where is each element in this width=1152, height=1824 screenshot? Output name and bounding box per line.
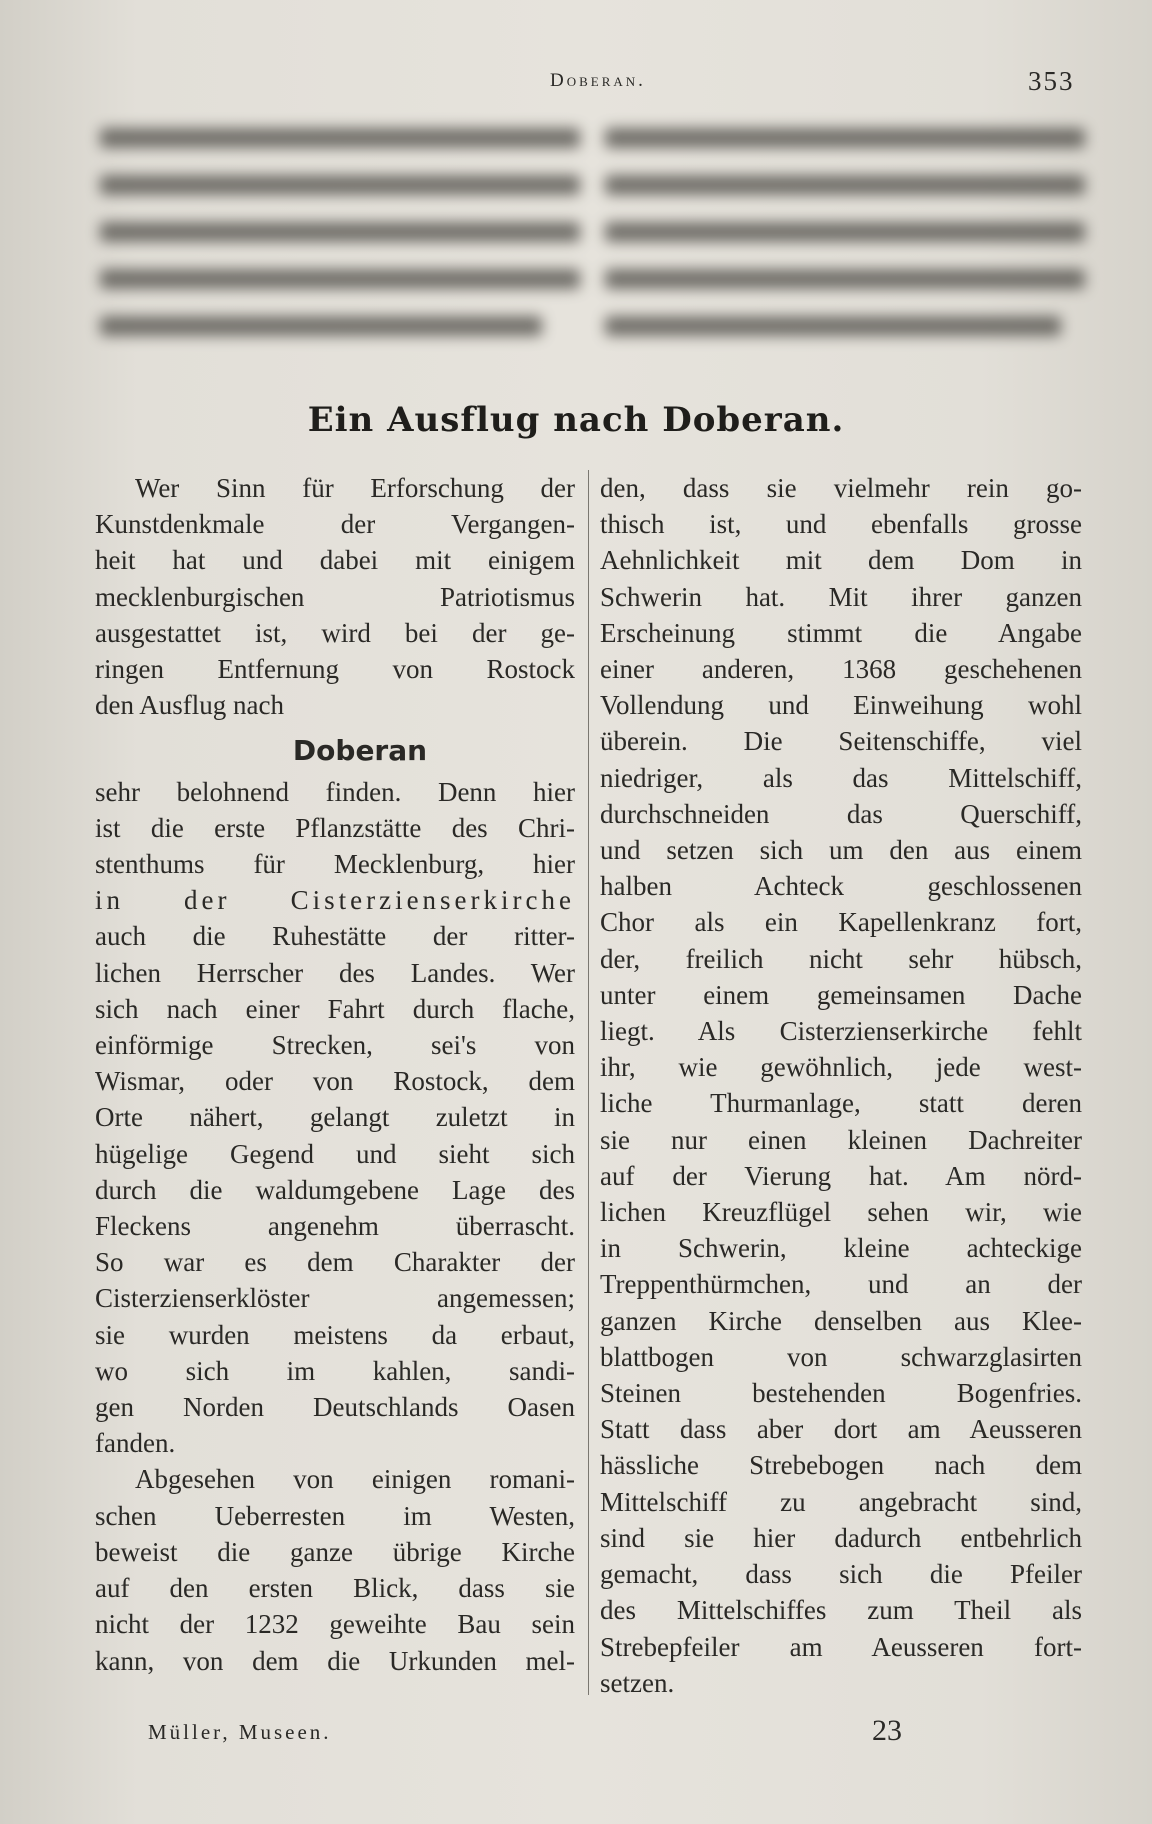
text-line: blattbogen von schwarzglasirten	[600, 1341, 1082, 1372]
text-line: mecklenburgischen Patriotismus	[95, 581, 575, 612]
text-line: und setzen sich um den aus einem	[600, 835, 1082, 866]
text-line: So war es dem Charakter der	[95, 1247, 575, 1278]
text-line: sich nach einer Fahrt durch flache,	[95, 993, 575, 1024]
text-line: ausgestattet ist, wird bei der ge-	[95, 617, 575, 648]
text-line: sie wurden meistens da erbaut,	[95, 1319, 575, 1350]
blurred-line	[605, 316, 1061, 336]
text-line: Treppenthürmchen, und an der	[600, 1269, 1082, 1300]
text-line: auf der Vierung hat. Am nörd-	[600, 1160, 1082, 1191]
text-line: in der Cisterzienserkirche	[95, 885, 575, 916]
text-line: nicht der 1232 geweihte Bau sein	[95, 1609, 575, 1640]
column-divider	[588, 470, 589, 1695]
text-line: Erscheinung stimmt die Angabe	[600, 617, 1082, 648]
text-line: hässliche Strebebogen nach dem	[600, 1450, 1082, 1481]
text-line: durch die waldumgebene Lage des	[95, 1174, 575, 1205]
text-line: beweist die ganze übrige Kirche	[95, 1536, 575, 1567]
text-line: gemacht, dass sich die Pfeiler	[600, 1559, 1082, 1590]
text-line: Statt dass aber dort am Aeusseren	[600, 1414, 1082, 1445]
text-line: Mittelschiff zu angebracht sind,	[600, 1486, 1082, 1517]
text-line: des Mittelschiffes zum Theil als	[600, 1595, 1082, 1626]
sub-heading: Doberan	[292, 734, 428, 768]
text-line: Wismar, oder von Rostock, dem	[95, 1066, 575, 1097]
blurred-line	[100, 222, 580, 242]
text-line: setzen.	[600, 1667, 675, 1698]
article-title: Ein Ausflug nach Doberan.	[307, 400, 845, 440]
text-line: überein. Die Seitenschiffe, viel	[600, 726, 1082, 757]
text-line: Aehnlichkeit mit dem Dom in	[600, 545, 1082, 576]
text-line: gen Norden Deutschlands Oasen	[95, 1392, 575, 1423]
text-line: kann, von dem die Urkunden mel-	[95, 1645, 575, 1676]
text-line: der, freilich nicht sehr hübsch,	[600, 943, 1082, 974]
text-line: Fleckens angenehm überrascht.	[95, 1211, 575, 1242]
blurred-line	[605, 128, 1085, 148]
running-head	[0, 66, 1152, 100]
text-line: Schwerin hat. Mit ihrer ganzen	[600, 581, 1082, 612]
text-line: sie nur einen kleinen Dachreiter	[600, 1124, 1082, 1155]
text-line: halben Achteck geschlossenen	[600, 871, 1082, 902]
text-line: Cisterzienserklöster angemessen;	[95, 1283, 575, 1314]
running-title: Doberan.	[550, 70, 646, 91]
text-line: Orte nähert, gelangt zuletzt in	[95, 1102, 575, 1133]
text-line: den, dass sie vielmehr rein go-	[600, 473, 1082, 503]
text-line: einförmige Strecken, sei's von	[95, 1030, 575, 1061]
text-line: lichen Herrscher des Landes. Wer	[95, 957, 575, 988]
text-line: ganzen Kirche denselben aus Klee-	[600, 1305, 1082, 1336]
text-line: stenthums für Mecklenburg, hier	[95, 849, 575, 880]
text-line: Vollendung und Einweihung wohl	[600, 690, 1082, 721]
text-line: niedriger, als das Mittelschiff,	[600, 762, 1082, 793]
right-column	[600, 470, 1082, 1701]
text-line: ist die erste Pflanzstätte des Chri-	[95, 812, 575, 843]
footer-author-title: Müller, Museen.	[148, 1720, 332, 1744]
left-column	[95, 470, 575, 1679]
text-line: thisch ist, und ebenfalls grosse	[600, 509, 1082, 540]
blurred-line	[605, 175, 1085, 195]
text-line: auf den ersten Blick, dass sie	[95, 1573, 575, 1604]
text-line: den Ausflug nach	[95, 690, 284, 721]
text-line: ringen Entfernung von Rostock	[95, 654, 575, 685]
text-line: liche Thurmanlage, statt deren	[600, 1088, 1082, 1119]
text-line: hügelige Gegend und sieht sich	[95, 1138, 575, 1169]
text-line: lichen Kreuzflügel sehen wir, wie	[600, 1197, 1082, 1228]
text-line: Chor als ein Kapellenkranz fort,	[600, 907, 1082, 938]
blurred-left-column	[100, 128, 580, 363]
text-line: auch die Ruhestätte der ritter-	[95, 921, 575, 952]
blurred-line	[605, 269, 1085, 289]
text-line: ihr, wie gewöhnlich, jede west-	[600, 1052, 1082, 1083]
text-line: schen Ueberresten im Westen,	[95, 1500, 575, 1531]
blurred-line	[100, 128, 580, 148]
page-footer	[0, 1714, 1152, 1760]
blurred-right-column	[605, 128, 1085, 363]
blurred-line	[100, 175, 580, 195]
text-line: unter einem gemeinsamen Dache	[600, 979, 1082, 1010]
text-line: durchschneiden das Querschiff,	[600, 798, 1082, 829]
blurred-previous-text	[100, 128, 1090, 368]
text-line: heit hat und dabei mit einigem	[95, 545, 575, 576]
blurred-line	[605, 222, 1085, 242]
blurred-line	[100, 269, 580, 289]
signature-mark: 23	[872, 1714, 902, 1747]
text-line: einer anderen, 1368 geschehenen	[600, 654, 1082, 685]
text-line: Strebepfeiler am Aeusseren fort-	[600, 1631, 1082, 1662]
text-line: wo sich im kahlen, sandi-	[95, 1355, 575, 1386]
text-line: Wer Sinn für Erforschung der	[135, 473, 575, 503]
blurred-line	[100, 316, 542, 336]
text-line: Steinen bestehenden Bogenfries.	[600, 1378, 1082, 1409]
text-line: Abgesehen von einigen romani-	[135, 1464, 575, 1495]
text-line: sehr belohnend finden. Denn hier	[95, 776, 575, 807]
page-number: 353	[1028, 66, 1075, 96]
text-line: in Schwerin, kleine achteckige	[600, 1233, 1082, 1264]
text-line: sind sie hier dadurch entbehrlich	[600, 1522, 1082, 1553]
text-line: liegt. Als Cisterzienserkirche fehlt	[600, 1016, 1082, 1047]
text-line: fanden.	[95, 1428, 176, 1459]
text-line: Kunstdenkmale der Vergangen-	[95, 509, 575, 540]
